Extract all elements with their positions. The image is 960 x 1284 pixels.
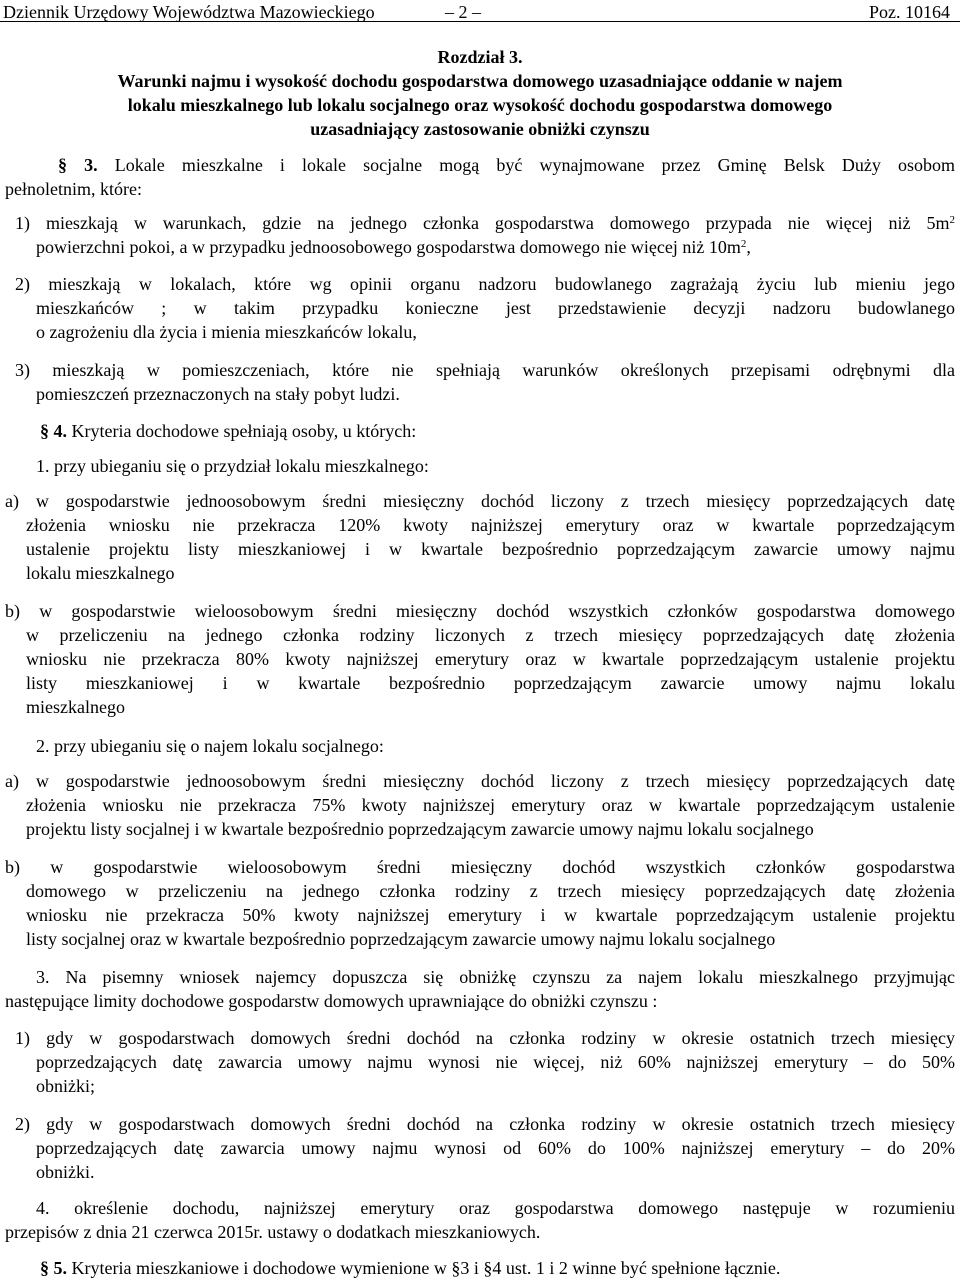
item-text: pomieszczeń przeznaczonych na stały pobyt ludzi. [36,384,400,404]
item-text: 4. określenie dochodu, najniższej emerytury oraz gospodarstwa domowego następuje w rozumieniu [36,1198,955,1218]
par4-point-1-heading: 1. przy ubieganiu się o przydział lokalu mieszkalnego: [36,456,429,476]
journal-title: Dziennik Urzędowy Województwa Mazowieckiego [3,2,375,22]
par4-point-2a [5,769,955,841]
item-text: 1) mieszkają w warunkach, gdzie na jednego członka gospodarstwa domowego przypada nie więcej niż 5m [15,213,950,233]
item-text: mieszkańców ; w takim przypadku konieczne jest przedstawienie decyzji nadzoru budowlanego [36,298,955,318]
item-text: 2) mieszkają w lokalach, które wg opinii organu nadzoru budowlanego zagrażają życiu lub mieniu jego [15,274,955,294]
item-text: 1) gdy w gospodarstwach domowych średni dochód na członka rodziny w okresie ostatnich trzech miesięcy [15,1028,955,1048]
item-text: a) w gospodarstwie jednoosobowym średni miesięczny dochód liczony z trzech miesięcy poprzedzających datę [5,491,955,511]
item-text: domowego w przeliczeniu na jednego członka rodziny z trzech miesięcy poprzedzających datę złożenia [26,881,955,901]
chapter-heading [0,45,960,141]
item-text: w przeliczeniu na jednego członka rodziny liczonych z trzech miesięcy poprzedzających datę złożenia [26,625,955,645]
par3-intro-cont: pełnoletnim, które: [5,179,142,199]
item-text: projektu listy socjalnej i w kwartale bezpośrednio poprzedzającym zawarcie umowy najmu lokalu socjalnego [26,819,814,839]
chapter-title-line: lokalu mieszkalnego lub lokalu socjalnego oraz wysokość dochodu gospodarstwa domowego [127,95,833,115]
par4-intro [40,419,940,443]
par3-item-2 [15,272,955,344]
item-text: wniosku nie przekracza 50% kwoty najniższej emerytury i w kwartale poprzedzającym ustalenie projektu [26,905,955,925]
item-text: , [746,237,751,257]
item-text: złożenia wniosku nie przekracza 120% kwoty najniższej emerytury oraz w kwartale poprzedzającym [26,515,955,535]
item-text: a) w gospodarstwie jednoosobowym średni miesięczny dochód liczony z trzech miesięcy poprzedzających datę [5,771,955,791]
item-text: powierzchni pokoi, a w przypadku jednoosobowego gospodarstwa domowego nie więcej niż 10m [36,237,741,257]
par4-point-2-heading: 2. przy ubieganiu się o najem lokalu socjalnego: [36,736,384,756]
par3-item-1 [15,211,955,259]
chapter-label: Rozdział 3. [437,47,523,67]
section-mark: § 5. [40,1258,67,1278]
section-mark: § 4. [40,421,67,441]
position-number: Poz. 10164 [869,2,950,22]
par4-text: Kryteria dochodowe spełniają osoby, u których: [67,421,417,441]
item-text: wniosku nie przekracza 80% kwoty najniższej emerytury oraz w kwartale poprzedzającym ustalenie projektu [26,649,955,669]
superscript: 2 [949,214,955,226]
item-text: 3) mieszkają w pomieszczeniach, które nie spełniają warunków określonych przepisami odrębnymi dla [15,360,955,380]
par4-point-1b [5,599,955,719]
item-text: lokalu mieszkalnego [26,563,175,583]
item-text: następujące limity dochodowe gospodarstw domowych uprawniające do obniżki czynszu : [5,991,658,1011]
item-text: obniżki; [36,1076,95,1096]
item-text: o zagrożeniu dla życia i mienia mieszkańców lokalu, [36,322,417,342]
chapter-title-line: Warunki najmu i wysokość dochodu gospodarstwa domowego uzasadniające oddanie w najem [117,71,843,91]
par4-point-3-1 [15,1026,955,1098]
item-text: złożenia wniosku nie przekracza 75% kwoty najniższej emerytury oraz w kwartale poprzedzającym ustalenie [26,795,955,815]
item-text: ustalenie projektu listy mieszkaniowej i w kwartale bezpośrednio poprzedzającym zawarcie umowy najmu [26,539,955,559]
par4-point-3-2 [15,1112,955,1184]
item-text: listy socjalnej oraz w kwartale bezpośrednio poprzedzającym zawarcie umowy najmu lokalu socjalnego [26,929,776,949]
section-mark: § 3. [58,155,98,175]
par4-point-3 [5,965,955,1013]
par3-item-3 [15,358,955,406]
par5 [40,1256,950,1280]
par4-point-2b [5,855,955,951]
par5-text: Kryteria mieszkaniowe i dochodowe wymienione w §3 i §4 ust. 1 i 2 winne być spełnione łącznie. [67,1258,781,1278]
par3-intro [5,153,955,177]
par4-point-1a [5,489,955,585]
item-text: b) w gospodarstwie wieloosobowym średni miesięczny dochód wszystkich członków gospodarstwa [5,857,955,877]
item-text: 3. Na pisemny wniosek najemcy dopuszcza się obniżkę czynszu za najem lokalu mieszkalnego przyjmując [36,967,955,987]
item-text: poprzedzających datę zawarcia umowy najmu wynosi nie więcej, niż 60% najniższej emerytury – do 50% [36,1052,955,1072]
item-text: mieszkalnego [26,697,125,717]
item-text: b) w gospodarstwie wieloosobowym średni miesięczny dochód wszystkich członków gospodarstwa domowego [5,601,955,621]
item-text: przepisów z dnia 21 czerwca 2015r. ustawy o dodatkach mieszkaniowych. [5,1222,541,1242]
chapter-title-line: uzasadniający zastosowanie obniżki czynszu [310,119,650,139]
item-text: poprzedzających datę zawarcia umowy najmu wynosi od 60% do 100% najniższej emerytury – do 20% [36,1138,955,1158]
item-text: 2) gdy w gospodarstwach domowych średni dochód na członka rodziny w okresie ostatnich trzech miesięcy [15,1114,955,1134]
page-header [0,0,960,22]
header-rule [0,21,960,22]
item-text: listy mieszkaniowej i w kwartale bezpośrednio poprzedzającym zawarcie umowy najmu lokalu [26,673,955,693]
par3-text: Lokale mieszkalne i lokale socjalne mogą być wynajmowane przez Gminę Belsk Duży osobom [97,155,955,175]
par4-point-4 [5,1196,955,1244]
item-text: obniżki. [36,1162,95,1182]
page-number: – 2 – [445,2,481,22]
superscript: 2 [740,238,747,250]
